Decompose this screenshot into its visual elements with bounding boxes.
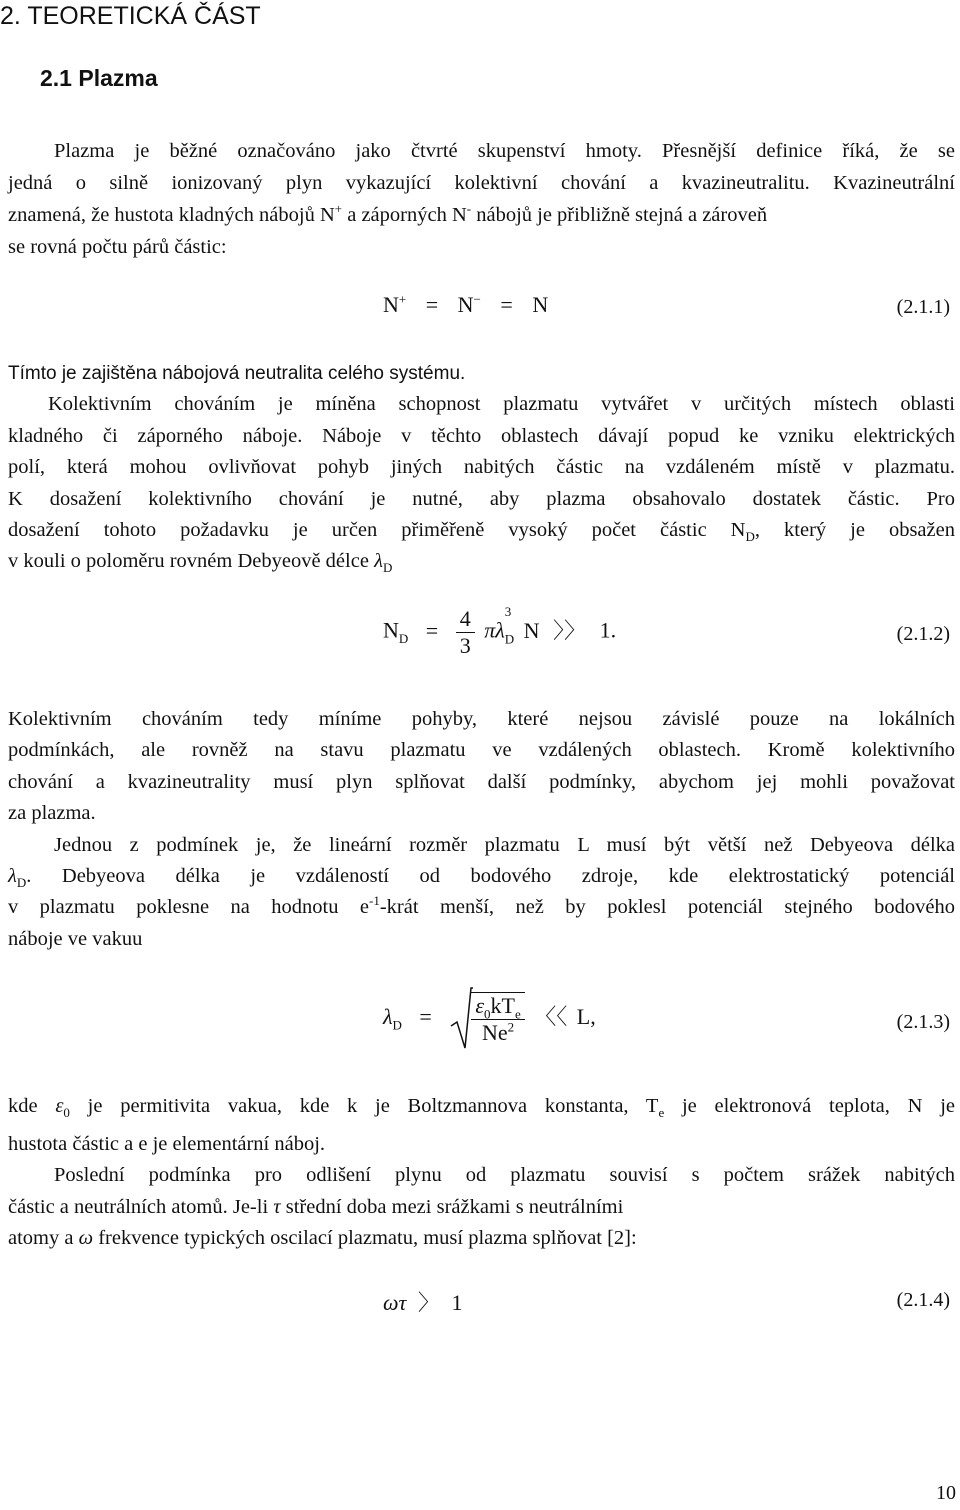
chapter-heading: 2. TEORETICKÁ ČÁST (0, 2, 261, 30)
para1-line1: Plazma je běžné označováno jako čtvrté skupenství hmoty. Přesnější definice říká, že se (54, 140, 955, 162)
radical-sign-icon (449, 986, 473, 1054)
page-number: 10 (936, 1482, 956, 1504)
equation-number-2-1-3: (2.1.3) (896, 1011, 950, 1033)
para3-line3: chování a kvazineutrality musí plyn splňovat další podmínky, abychom jej mohli považovat (8, 771, 955, 793)
para6-line1: Poslední podmínka pro odlišení plynu od plazmatu souvisí s počtem srážek nabitých (54, 1164, 955, 1186)
equation-2-1-1: N+ = N− = N (383, 291, 549, 317)
para2-line4: K dosažení kolektivního chování je nutné, aby plazma obsahovalo dostatek částic. Pro (8, 488, 955, 510)
para4-line3: v plazmatu poklesne na hodnotu $e^{-1}$-krát menší, než by poklesl potenciál stejného bodového (8, 893, 955, 918)
equation-number-2-1-1: (2.1.1) (896, 296, 950, 318)
para3-line1: Kolektivním chováním tedy míníme pohyby, které nejsou závislé pouze na lokálních (8, 708, 955, 730)
square-root: $\frac{\varepsilon_0kT_e}{Ne^2}$ (449, 992, 524, 1046)
para3-line2: podmínkách, ale rovněž na stavu plazmatu ve vzdálených oblastech. Kromě kolektivního (8, 739, 955, 761)
para4-line1: Jednou z podmínek je, že lineární rozměr plazmatu L musí být větší než Debyeova délka (54, 834, 955, 856)
equation-2-1-3: $\lambda_D$ = $\frac{\varepsilon_0kT_e}{Ne^2}$ 〈〈 L, (383, 992, 596, 1046)
neutrality-sentence: Tímto je zajištěna nábojová neutralita celého systému. (8, 363, 466, 384)
para4-line2: $\lambda_D$. Debyeova délka je vzdáleností od bodového zdroje, kde elektrostatický potenciál (8, 865, 955, 891)
para5-line2: hustota částic a e je elementární náboj. (8, 1133, 326, 1155)
para6-line3: atomy a ω frekvence typických oscilací plazmatu, musí plazma splňovat [2]: (8, 1227, 637, 1249)
para5-line1: kde $\varepsilon_0$ je permitivita vakua, kde k je Boltzmannova konstanta, $T_e$ je elektronová teplota, N je (8, 1095, 955, 1121)
equation-number-2-1-2: (2.1.2) (896, 623, 950, 645)
para2-line2: kladného či záporného náboje. Náboje v těchto oblastech dávají popud ke vzniku elektrických (8, 425, 955, 447)
para6-line2: částic a neutrálních atomů. Je-li τ střední doba mezi srážkami s neutrálními (8, 1196, 624, 1218)
para2-line5: dosažení tohoto požadavku je určen přiměřeně vysoký počet částic $N_D$, který je obsažen (8, 519, 955, 545)
para4-line4: náboje ve vakuu (8, 928, 143, 950)
para1-line4: se rovná počtu párů částic: (8, 236, 227, 258)
para2-line1: Kolektivním chováním je míněna schopnost plazmatu vytvářet v určitých místech oblasti (48, 393, 955, 415)
section-heading: 2.1 Plazma (40, 65, 158, 91)
para2-line3: polí, která mohou ovlivňovat pohyb jiných nabitých částic na vzdáleném místě v plazmatu. (8, 456, 955, 478)
equation-2-1-2: $N_D$ = $\frac{4}{3}$ πλ 3 $_D$ N 〉〉 1. (383, 603, 617, 658)
para3-line4: za plazma. (8, 802, 96, 824)
para1-line2: jedná o silně ionizovaný plyn vykazující kolektivní chování a kvazineutralitu. Kvazineutrální (8, 172, 955, 194)
para2-line6: v kouli o poloměru rovném Debyeově délce $\lambda_D$ (8, 550, 393, 576)
equation-2-1-4: ωτ 〉 1 (383, 1290, 463, 1315)
para1-line3: znamená, že hustota kladných nábojů N+ a záporných N- nábojů je přibližně stejná a zároveň (8, 201, 768, 226)
equation-number-2-1-4: (2.1.4) (896, 1289, 950, 1311)
